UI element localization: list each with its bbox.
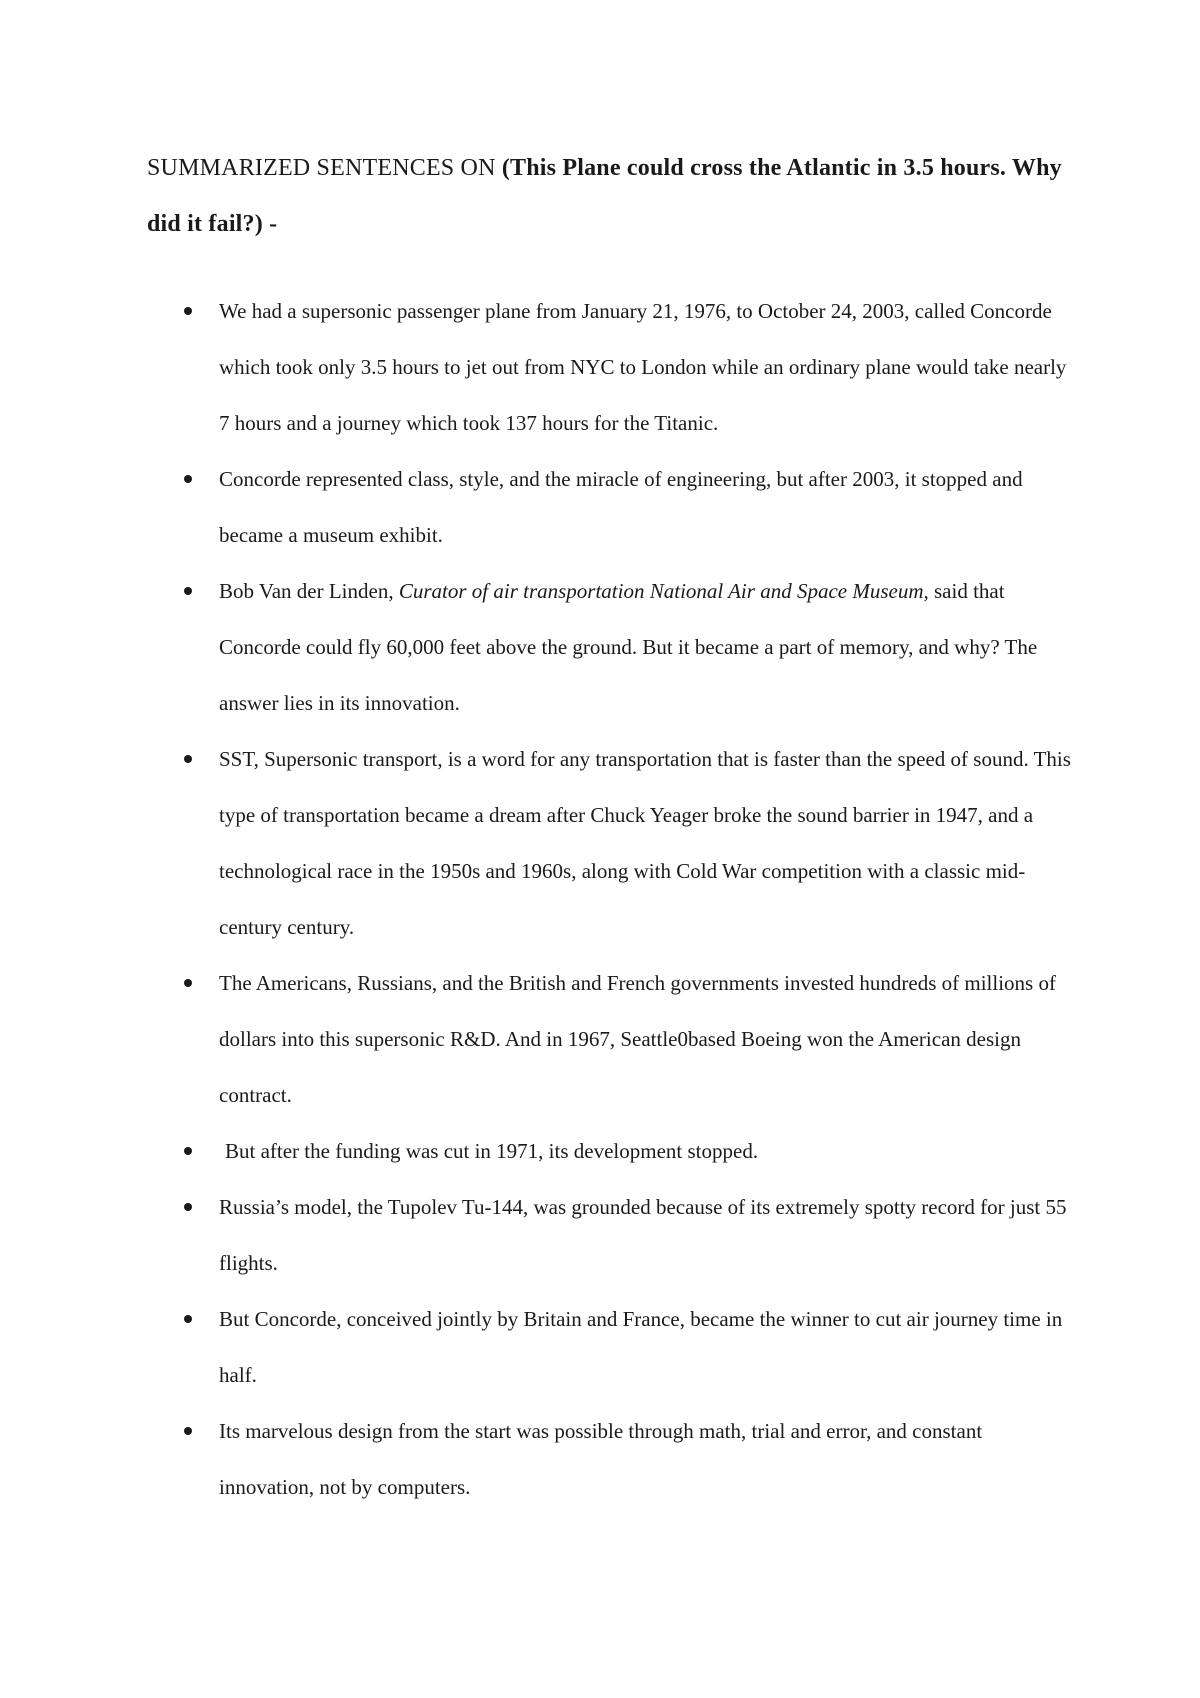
bullet-item-7 — [0, 1179, 1200, 1291]
bullet-item-5 — [0, 955, 1200, 1123]
bullet-text: Russia’s model, the Tupolev Tu-144, was grounded because of its extremely spotty record for just 55 flights. — [219, 1195, 1067, 1275]
bullet-dot-icon — [184, 1147, 192, 1155]
bullet-item-8 — [0, 1291, 1200, 1403]
bullet-dot-icon — [184, 979, 192, 987]
bullet-text — [219, 579, 1037, 715]
bullet-dot-icon — [184, 587, 192, 595]
bullet-text: Its marvelous design from the start was possible through math, trial and error, and constant innovation, not by computers. — [219, 1419, 983, 1499]
bullet-text: Concorde represented class, style, and the miracle of engineering, but after 2003, it stopped and became a museum exhibit. — [219, 467, 1023, 547]
bullet-text: But Concorde, conceived jointly by Britain and France, became the winner to cut air journey time in half. — [219, 1307, 1063, 1387]
bullet-item-4 — [0, 731, 1200, 955]
bullet-item-3 — [0, 563, 1200, 731]
bullet-dot-icon — [184, 755, 192, 763]
bullet-dot-icon — [184, 1203, 192, 1211]
bullet-item-1 — [0, 283, 1200, 451]
curator-title: Curator of air transportation National Air and Space Museum, — [398, 579, 929, 603]
title-bold: (This Plane could cross the Atlantic in 3.5 hours. Why did it fail?) - — [147, 155, 1062, 237]
bullet-item-9 — [0, 1403, 1200, 1515]
bullet-text: The Americans, Russians, and the British and French governments invested hundreds of millions of dollars into this supersonic R&D. And in 1967, Seattle0based Boeing won the American design contract. — [219, 971, 1056, 1107]
bullet-text: We had a supersonic passenger plane from January 21, 1976, to October 24, 2003, called Concorde which took only 3.5 hours to jet out from NYC to London while an ordinary plane would take nearly 7 hours and a journey which took 137 hours for the Titanic. — [219, 299, 1067, 435]
bullet-text-post: said that Concorde could fly 60,000 feet above the ground. But it became a part of memory, and why? The answer lies in its innovation. — [219, 579, 1038, 715]
bullet-text-pre: Bob Van der Linden, — [219, 579, 399, 603]
bullet-text: But after the funding was cut in 1971, its development stopped. — [225, 1139, 759, 1163]
bullet-dot-icon — [184, 475, 192, 483]
bullet-item-2 — [0, 451, 1200, 563]
bullet-dot-icon — [184, 1315, 192, 1323]
bullet-dot-icon — [184, 1427, 192, 1435]
bullet-dot-icon — [184, 307, 192, 315]
bullet-item-6 — [0, 1123, 1200, 1179]
title-plain: SUMMARIZED SENTENCES ON — [147, 155, 496, 181]
bullet-list — [0, 283, 1200, 1515]
bullet-text: SST, Supersonic transport, is a word for any transportation that is faster than the speed of sound. This type of transportation became a dream after Chuck Yeager broke the sound barrier in 1947, and a technological race in the 1950s and 1960s, along with Cold War competition with a classic mid-century century. — [219, 747, 1071, 939]
document-title — [147, 140, 1067, 252]
